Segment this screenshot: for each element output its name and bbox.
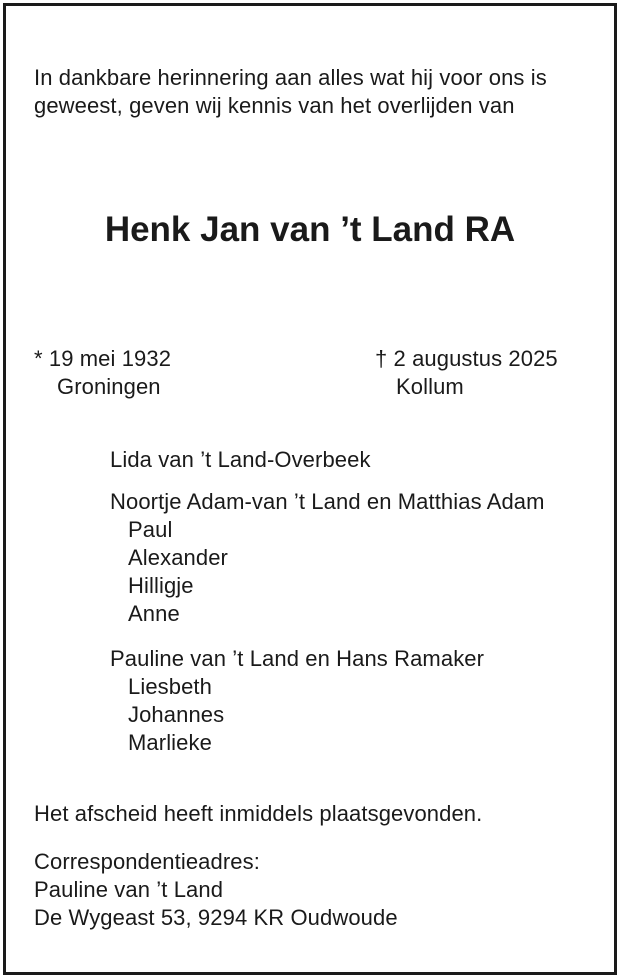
spouse-name: Lida van ’t Land-Overbeek	[110, 447, 371, 472]
intro-line-1: In dankbare herinnering aan alles wat hij voor ons is	[34, 65, 547, 90]
grandchild-name: Paul	[128, 517, 173, 542]
grandchild-name: Hilligje	[128, 573, 194, 598]
correspondence-name: Pauline van ’t Land	[34, 877, 224, 902]
grandchild-name: Johannes	[128, 702, 225, 727]
farewell-note: Het afscheid heeft inmiddels plaatsgevonden.	[34, 801, 483, 826]
child-2-names: Pauline van ’t Land en Hans Ramaker	[110, 646, 485, 671]
grandchild-name: Marlieke	[128, 730, 212, 755]
grandchild-name: Liesbeth	[128, 674, 212, 699]
death-place: Kollum	[396, 374, 464, 399]
grandchild-name: Anne	[128, 601, 180, 626]
deceased-name: Henk Jan van ’t Land RA	[104, 210, 516, 249]
correspondence-label: Correspondentieadres:	[34, 849, 260, 874]
birth-place: Groningen	[57, 374, 161, 399]
birth-date: * 19 mei 1932	[34, 346, 172, 371]
child-1-names: Noortje Adam-van ’t Land en Matthias Adam	[110, 489, 545, 514]
death-date: † 2 augustus 2025	[375, 346, 558, 371]
correspondence-address: De Wygeast 53, 9294 KR Oudwoude	[34, 905, 398, 930]
grandchild-name: Alexander	[128, 545, 228, 570]
intro-line-2: geweest, geven wij kennis van het overlijden van	[34, 93, 515, 118]
